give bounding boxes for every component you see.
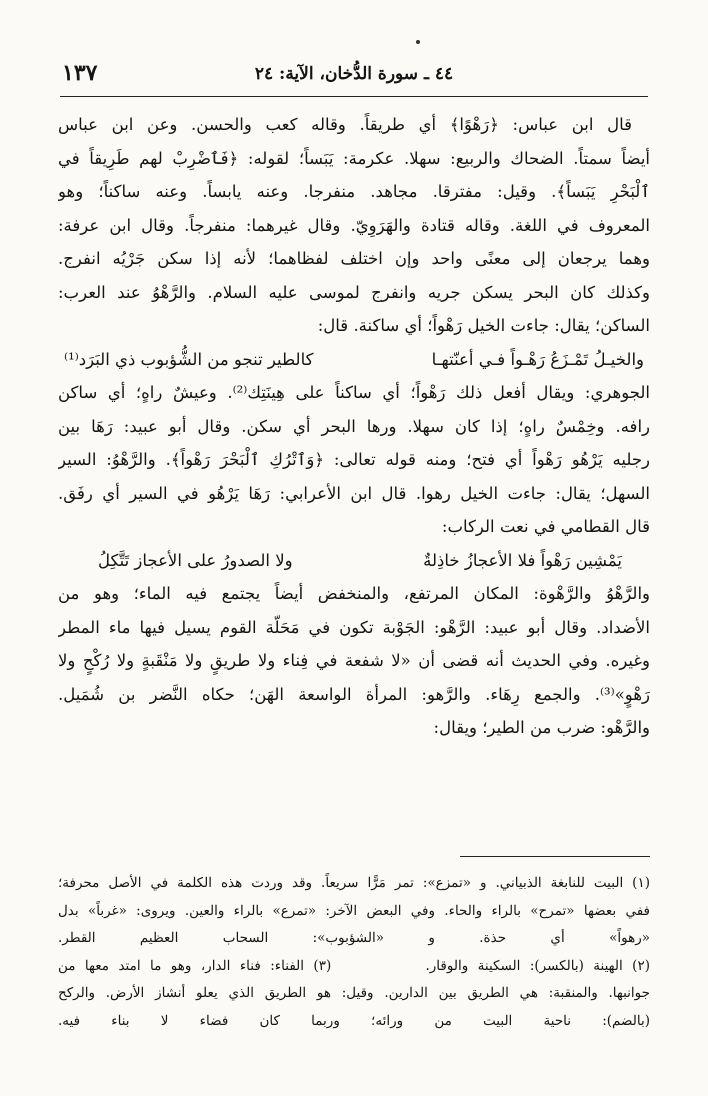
text-line: المعروف في اللغة. وقاله قتادة والهَرَوِيّ. وقال غيرهما: منفرجاً. وقال ابن عرفة: <box>58 215 650 235</box>
text-line: قال القطامي في نعت الركاب: <box>441 517 650 536</box>
running-title: ٤٤ ـ سورة الدُّخان، الآية: ٢٤ <box>254 64 454 84</box>
verse-hemistich-2: كالطير تنجو من الشُّؤبوب ذي البَرَد⁽¹⁾ <box>64 349 314 369</box>
text-line: وغيره. وفي الحديث أنه قضى أن «لا شفعة في فِناء ولا طريقٍ ولا مَنْقَبةٍ ولا رُكْحٍ ولا <box>58 651 650 670</box>
text-line: ٱلْبَحْرِ يَبَساً﴾. وقيل: مفترقا. مجاهد. منفرجا. وعنه يابساً. وعنه ساكناً؛ وهو <box>58 182 650 201</box>
text-line: وكذلك كان البحر يسكن جريه وانفرج لموسى عليه السلام. والرَّهْوُ عند العرب: <box>58 282 650 302</box>
footnote-line: (بالضم): ناحية البيت من ورائه؛ وربما كان فضاء لا بناء فيه. <box>58 1012 650 1029</box>
footnote-line: (٢) الهينة (بالكسر): السكينة والوقار. (٣) الفناء: فناء الدار، وهو ما امتد معها من <box>58 957 650 974</box>
text-line: رافه. وخِمْسٌ راهٍ؛ إذا كان سهلا. ورها البحر أي سكن. وقال أبو عبيد: رَهَا بين <box>58 416 650 436</box>
verse-hemistich-1: يَمْشِين رَهْواً فلا الأعجازُ خاذِلةٌ <box>423 550 622 570</box>
speck-mark <box>416 40 420 44</box>
footnote-line: (١) البيت للنابغة الذبياني. و «تمزع»: تمر مَرًّا سريعاً. وقد وردت هذه الكلمة في الأصل محرفة؛ <box>58 875 650 891</box>
verse-hemistich-1: والخيـلُ تَمْـزَعُ رَهْـواً فـي أعنّتهـا <box>431 349 644 369</box>
page-header <box>60 58 648 97</box>
footnote-line: ففي بعضها «تمرح» بالراء والحاء. وفي البعض الآخر: «تمرع» بالراء والعين. ويروى: «غرباً» بدل <box>58 902 650 919</box>
text-line: أيضاً سمتاً. الضحاك والربيع: سهلا. عكرمة: يَبَساً؛ لقوله: ﴿فَٱضْرِبْ لهم طَرِيقاً في <box>58 148 650 168</box>
text-line: وهما يرجعان إلى معنًى واحد وإن اختلف لفظاهما؛ لأنه إذا سكن جَرْيُه انفرج. <box>58 249 650 268</box>
footnotes <box>58 870 650 1035</box>
footnote-divider <box>460 856 650 857</box>
text-line: والرَّهْو: ضرب من الطير؛ ويقال: <box>433 718 650 737</box>
poem-verse-2 <box>58 544 650 578</box>
text-line: السهل؛ يقال: جاءت الخيل رهوا. قال ابن الأعرابي: رَهَا يَرْهُو في السير أي رفَق. <box>58 483 650 503</box>
footnote-line: «رهواً» أي حذة. و «الشؤبوب»: السحاب العظيم القطر. <box>58 930 650 946</box>
text-line: رجليه يَرْهُو رَهْواً أي فتح؛ ومنه قوله تعالى: ﴿وَٱتْرُكِ ٱلْبَحْرَ رَهْواً﴾. والرَّهْوُ: السير <box>58 450 650 469</box>
page-number: ١٣٧ <box>62 60 98 86</box>
text-line: رَهْوٍ»⁽³⁾. والجمع رِهَاء. والرَّهو: المرأة الواسعة الهَن؛ حكاه النَّضر بن شُمَيل. <box>58 684 650 704</box>
verse-hemistich-2: ولا الصدورُ على الأعجاز تَتَّكِلُ <box>98 550 293 570</box>
text-line: الساكن؛ يقال: جاءت الخيل رَهْواً؛ أي ساكنة. قال: <box>317 316 650 335</box>
text-line: والرَّهْوُ والرَّهْوة: المكان المرتفع، والمنخفض أيضاً يجتمع فيه الماء؛ وهو من <box>58 584 650 603</box>
main-text <box>58 108 650 745</box>
text-line: قال ابن عباس: ﴿رَهْوًا﴾ أي طريقاً. وقاله كعب والحسن. وعن ابن عباس <box>58 115 632 134</box>
poem-verse-1 <box>58 343 650 377</box>
text-line: الجوهري: ويقال أفعل ذلك رَهْواً؛ أي ساكناً على هِينَتِك⁽²⁾. وعيشٌ راهٍ؛ أي ساكن <box>58 383 650 402</box>
text-line: الأضداد. وقال أبو عبيد: الرَّهْو: الجَوْبة تكون في مَحَلّة القوم يسيل فيها ماء المطر <box>58 617 650 637</box>
footnote-line: جوانبها. والمنقبة: هي الطريق بين الدارين. وقيل: هو الطريق الذي يعلو أنشاز الأرض. والركح <box>58 985 650 1001</box>
